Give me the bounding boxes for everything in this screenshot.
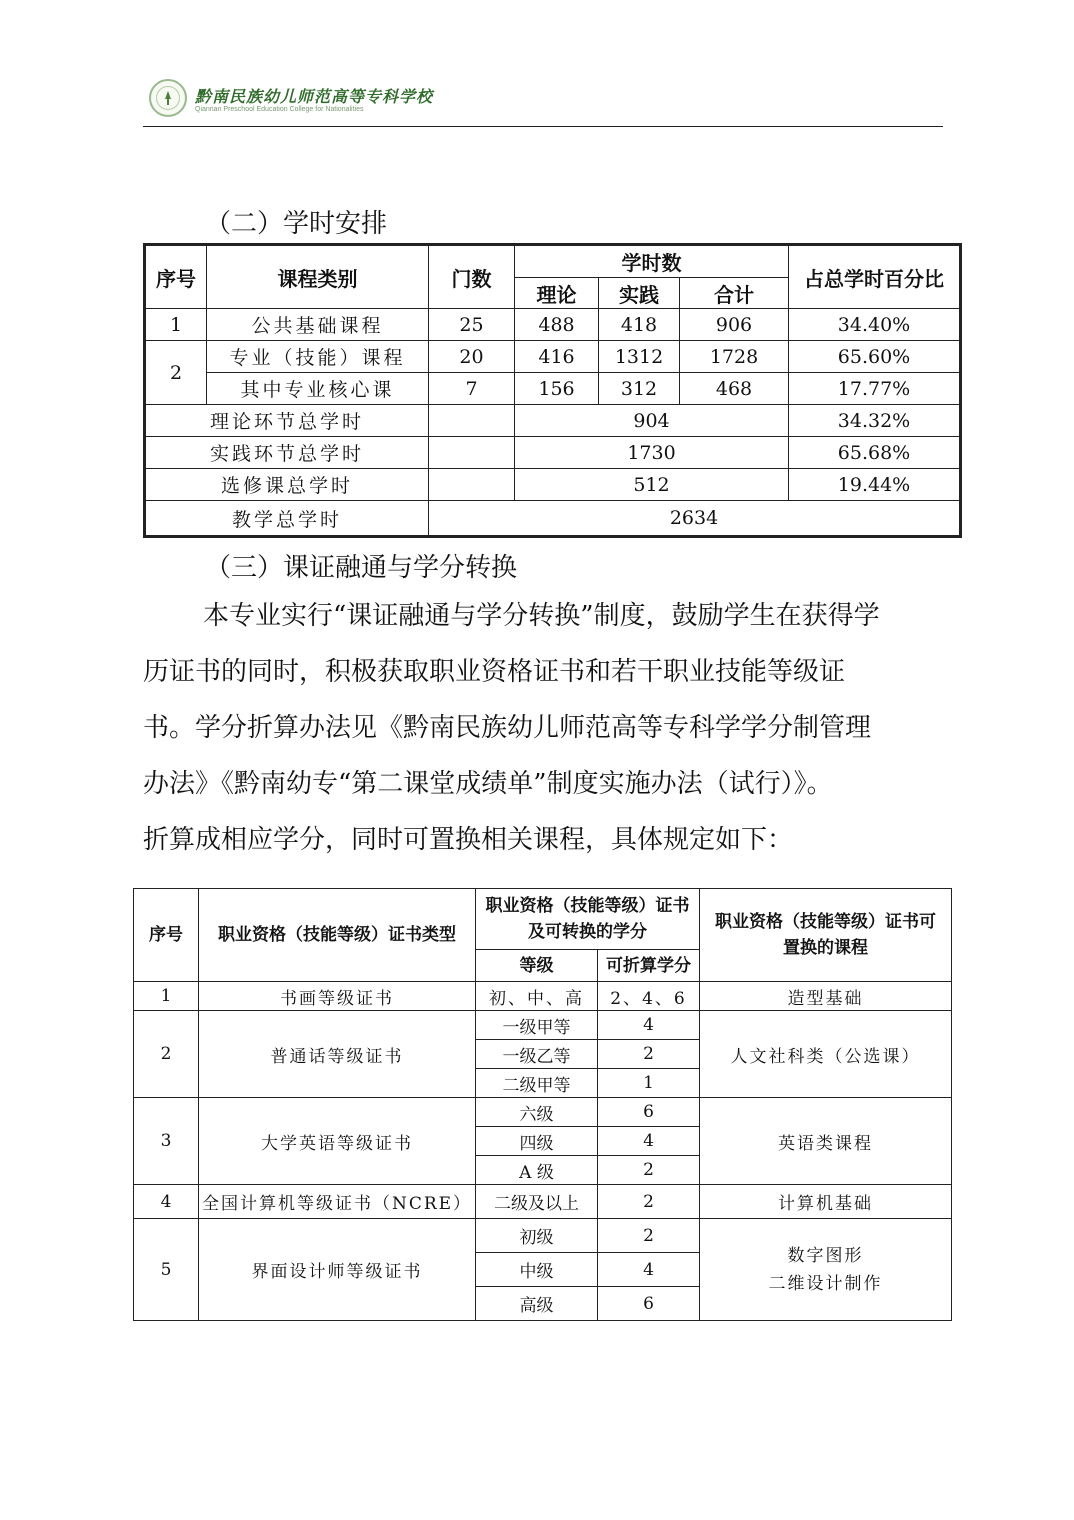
cell-cert: 书画等级证书 bbox=[199, 982, 476, 1011]
cell-credits: 1 bbox=[598, 1069, 700, 1098]
cell-level: 六级 bbox=[476, 1098, 598, 1127]
paragraph-line: 本专业实行“课证融通与学分转换”制度，鼓励学生在获得学 bbox=[203, 601, 880, 631]
summary-label: 选修课总学时 bbox=[145, 469, 429, 501]
cell-credits: 6 bbox=[598, 1287, 700, 1321]
header-level: 等级 bbox=[476, 950, 598, 982]
header-credits: 可折算学分 bbox=[598, 950, 700, 982]
header-hours: 学时数 bbox=[515, 245, 789, 278]
summary-label: 理论环节总学时 bbox=[145, 405, 429, 437]
grand-total-value: 2634 bbox=[429, 501, 961, 537]
cell-level: 高级 bbox=[476, 1287, 598, 1321]
cell-category: 专业（技能）课程 bbox=[207, 341, 429, 373]
cell-course-line2: 二维设计制作 bbox=[768, 1273, 883, 1294]
cell-percent: 34.40% bbox=[789, 309, 961, 341]
summary-label: 实践环节总学时 bbox=[145, 437, 429, 469]
cell-index: 1 bbox=[134, 982, 199, 1011]
cell-course: 英语类课程 bbox=[700, 1098, 952, 1185]
credit-conversion-paragraph bbox=[143, 588, 943, 868]
cell-total: 468 bbox=[680, 373, 789, 405]
cell-index: 5 bbox=[134, 1219, 199, 1321]
paragraph-line: 书。学分折算办法见《黔南民族幼儿师范高等专科学学分制管理 bbox=[143, 713, 872, 743]
header-course-line1: 职业资格（技能等级）证书可 bbox=[715, 912, 936, 932]
header-category: 课程类别 bbox=[207, 245, 429, 309]
summary-value: 1730 bbox=[515, 437, 789, 469]
cell-theory: 156 bbox=[515, 373, 599, 405]
summary-value: 904 bbox=[515, 405, 789, 437]
cell-practice: 1312 bbox=[599, 341, 680, 373]
grand-total-row bbox=[145, 501, 961, 537]
table-row bbox=[134, 1011, 952, 1040]
cell-level: 四级 bbox=[476, 1127, 598, 1156]
summary-percent: 34.32% bbox=[789, 405, 961, 437]
cell-count: 7 bbox=[429, 373, 515, 405]
header-cert-type: 职业资格（技能等级）证书类型 bbox=[199, 889, 476, 982]
cell-index: 4 bbox=[134, 1185, 199, 1219]
cell-level: 二级及以上 bbox=[476, 1185, 598, 1219]
summary-row bbox=[145, 469, 961, 501]
summary-empty bbox=[429, 437, 515, 469]
school-name-en: Qiannan Preschool Education College for Nationalities bbox=[195, 106, 364, 113]
cell-total: 906 bbox=[680, 309, 789, 341]
cell-credits: 4 bbox=[598, 1011, 700, 1040]
summary-percent: 19.44% bbox=[789, 469, 961, 501]
cell-course: 人文社科类（公选课） bbox=[700, 1011, 952, 1098]
cell-index: 1 bbox=[145, 309, 207, 341]
cell-practice: 418 bbox=[599, 309, 680, 341]
header-course-line2: 置换的课程 bbox=[783, 938, 868, 958]
hours-table bbox=[143, 243, 962, 538]
cell-cert: 界面设计师等级证书 bbox=[199, 1219, 476, 1321]
school-logo-icon bbox=[149, 79, 187, 117]
cell-level: 一级甲等 bbox=[476, 1011, 598, 1040]
summary-row bbox=[145, 437, 961, 469]
header-percent: 占总学时百分比 bbox=[789, 245, 961, 309]
cell-level: 二级甲等 bbox=[476, 1069, 598, 1098]
header-credit-group-line2: 及可转换的学分 bbox=[528, 922, 647, 942]
cell-course: 造型基础 bbox=[700, 982, 952, 1011]
cell-count: 20 bbox=[429, 341, 515, 373]
table-row bbox=[134, 1219, 952, 1253]
cell-credits: 2 bbox=[598, 1185, 700, 1219]
cell-level: 一级乙等 bbox=[476, 1040, 598, 1069]
paragraph-line: 历证书的同时，积极获取职业资格证书和若干职业技能等级证 bbox=[143, 657, 846, 687]
header-divider bbox=[143, 126, 943, 127]
header-total: 合计 bbox=[680, 278, 789, 309]
cell-level: 中级 bbox=[476, 1253, 598, 1287]
cell-level: 初级 bbox=[476, 1219, 598, 1253]
cell-credits: 2 bbox=[598, 1156, 700, 1185]
cell-course-line1: 数字图形 bbox=[787, 1245, 864, 1266]
cell-practice: 312 bbox=[599, 373, 680, 405]
header-credit-group-line1: 职业资格（技能等级）证书 bbox=[485, 896, 690, 916]
table-row bbox=[134, 1098, 952, 1127]
cell-course: 计算机基础 bbox=[700, 1185, 952, 1219]
cell-percent: 65.60% bbox=[789, 341, 961, 373]
cell-percent: 17.77% bbox=[789, 373, 961, 405]
cell-credits: 2、4、6 bbox=[598, 982, 700, 1011]
summary-value: 512 bbox=[515, 469, 789, 501]
header-index: 序号 bbox=[145, 245, 207, 309]
cell-cert: 全国计算机等级证书（NCRE） bbox=[199, 1185, 476, 1219]
summary-row bbox=[145, 405, 961, 437]
certificate-credit-table bbox=[133, 888, 952, 1321]
table-row bbox=[134, 1185, 952, 1219]
summary-empty bbox=[429, 469, 515, 501]
header-credit-group bbox=[476, 889, 700, 950]
cell-credits: 2 bbox=[598, 1219, 700, 1253]
cell-total: 1728 bbox=[680, 341, 789, 373]
table-row bbox=[145, 341, 961, 373]
cell-credits: 6 bbox=[598, 1098, 700, 1127]
cell-credits: 4 bbox=[598, 1253, 700, 1287]
header-index: 序号 bbox=[134, 889, 199, 982]
summary-empty bbox=[429, 405, 515, 437]
grand-total-label: 教学总学时 bbox=[145, 501, 429, 537]
cell-category: 公共基础课程 bbox=[207, 309, 429, 341]
paragraph-line: 办法》《黔南幼专“第二课堂成绩单”制度实施办法（试行）》。 bbox=[143, 769, 833, 799]
cell-index: 2 bbox=[134, 1011, 199, 1098]
cell-cert: 大学英语等级证书 bbox=[199, 1098, 476, 1185]
header-count: 门数 bbox=[429, 245, 515, 309]
header-practice: 实践 bbox=[599, 278, 680, 309]
paragraph-line: 折算成相应学分，同时可置换相关课程，具体规定如下： bbox=[143, 825, 794, 855]
document-header bbox=[143, 76, 943, 126]
header-theory: 理论 bbox=[515, 278, 599, 309]
cell-theory: 416 bbox=[515, 341, 599, 373]
header-course bbox=[700, 889, 952, 982]
cell-category: 其中专业核心课 bbox=[207, 373, 429, 405]
cell-index: 3 bbox=[134, 1098, 199, 1185]
cell-cert: 普通话等级证书 bbox=[199, 1011, 476, 1098]
table-row bbox=[145, 373, 961, 405]
cell-credits: 4 bbox=[598, 1127, 700, 1156]
section-title-credits: （三）课证融通与学分转换 bbox=[205, 553, 518, 583]
cell-level: 初、中、高 bbox=[476, 982, 598, 1011]
table-row bbox=[134, 982, 952, 1011]
cell-course bbox=[700, 1219, 952, 1321]
cell-level: A 级 bbox=[476, 1156, 598, 1185]
cell-theory: 488 bbox=[515, 309, 599, 341]
table-row bbox=[145, 309, 961, 341]
section-title-hours: （二）学时安排 bbox=[205, 209, 388, 239]
cell-index: 2 bbox=[145, 341, 207, 405]
school-name-cn: 黔南民族幼儿师范高等专科学校 bbox=[195, 87, 434, 106]
cell-count: 25 bbox=[429, 309, 515, 341]
summary-percent: 65.68% bbox=[789, 437, 961, 469]
cell-credits: 2 bbox=[598, 1040, 700, 1069]
